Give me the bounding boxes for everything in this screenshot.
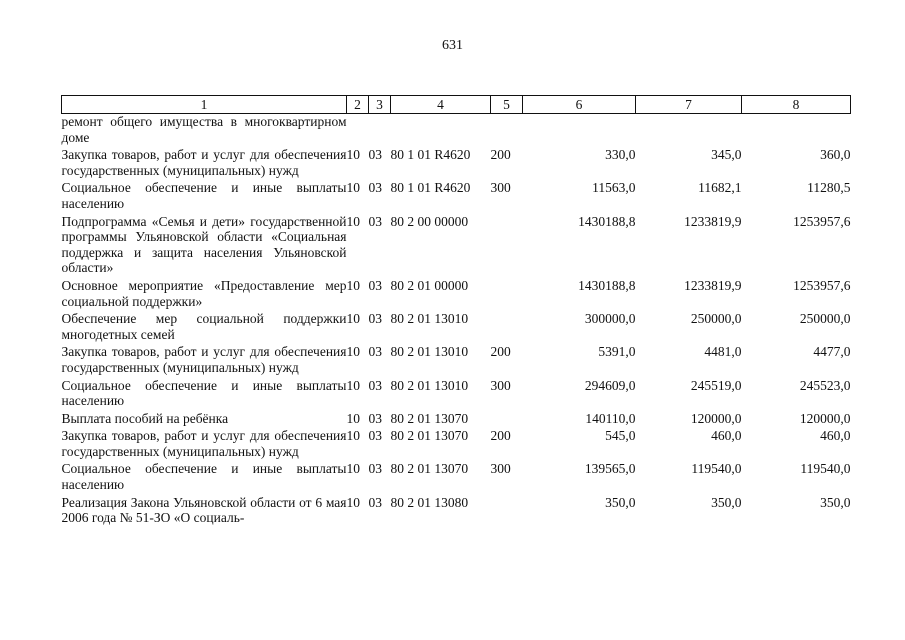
row-amount-year1: 300000,0: [584, 311, 636, 327]
row-amount-year1: 1430188,8: [578, 213, 636, 229]
row-amount-year3: 350,0: [820, 494, 851, 510]
row-subsection: 03: [368, 428, 382, 444]
budget-table: [61, 95, 851, 528]
row-section: 10: [346, 180, 360, 196]
row-target-article: 80 2 01 00000: [390, 277, 469, 293]
row-name: Основное мероприятие «Предоставление мер социальной поддержки»: [61, 277, 347, 309]
row-subsection: 03: [368, 213, 382, 229]
row-section: 10: [346, 213, 360, 229]
row-name: ремонт общего имущества в многоквартирном доме: [61, 114, 347, 145]
row-amount-year3: [742, 114, 851, 146]
row-amount-year3: 1253957,6: [793, 277, 851, 293]
row-amount-year3: 245523,0: [799, 377, 851, 393]
row-section: 10: [346, 428, 360, 444]
row-section: 10: [346, 410, 360, 426]
row-name: Закупка товаров, работ и услуг для обеспечения государственных (муниципальных) нужд: [61, 147, 347, 178]
row-expense-type: [491, 214, 523, 276]
row-name: Социальное обеспечение и иные выплаты населению: [61, 180, 347, 211]
row-amount-year3: 120000,0: [799, 410, 851, 426]
row-spacer: [62, 526, 851, 528]
row-amount-year1: 1430188,8: [578, 277, 636, 293]
row-target-article: 80 2 01 13010: [390, 344, 469, 360]
row-expense-type: 300: [490, 180, 511, 196]
row-target-article: 80 2 00 00000: [390, 213, 469, 229]
row-amount-year1: 330,0: [605, 147, 636, 163]
page-number: 631: [442, 38, 463, 53]
row-amount-year2: 1233819,9: [684, 213, 742, 229]
row-name: Закупка товаров, работ и услуг для обеспечения государственных (муниципальных) нужд: [61, 428, 347, 459]
row-section: 10: [346, 147, 360, 163]
row-target-article: 80 2 01 13010: [390, 311, 469, 327]
table-row: [62, 311, 851, 342]
row-target-article: 80 1 01 R4620: [390, 180, 471, 196]
row-expense-type: [491, 114, 523, 146]
header-col-6: 6: [523, 96, 636, 114]
row-expense-type: 200: [490, 428, 511, 444]
row-subsection: 03: [368, 377, 382, 393]
table-row: [62, 278, 851, 309]
header-col-7: 7: [636, 96, 742, 114]
row-subsection: [369, 114, 391, 146]
row-amount-year3: 4477,0: [813, 344, 851, 360]
row-expense-type: 300: [490, 461, 511, 477]
table-row: [62, 214, 851, 276]
row-amount-year2: 120000,0: [690, 410, 742, 426]
row-subsection: 03: [368, 147, 382, 163]
row-expense-type: [491, 495, 523, 526]
table-row: [62, 461, 851, 492]
header-col-8: 8: [742, 96, 851, 114]
row-section: [347, 114, 369, 146]
row-amount-year2: 250000,0: [690, 311, 742, 327]
row-amount-year3: 250000,0: [799, 311, 851, 327]
row-target-article: 80 1 01 R4620: [390, 147, 471, 163]
row-expense-type: [491, 411, 523, 427]
row-target-article: 80 2 01 13070: [390, 461, 469, 477]
row-amount-year1: 5391,0: [598, 344, 636, 360]
row-expense-type: [491, 311, 523, 342]
row-target-article: 80 2 01 13070: [390, 428, 469, 444]
table-row: [62, 378, 851, 409]
row-subsection: 03: [368, 277, 382, 293]
row-amount-year3: 119540,0: [800, 461, 851, 477]
row-amount-year3: 11280,5: [807, 180, 851, 196]
row-target-article: 80 2 01 13080: [390, 494, 469, 510]
row-amount-year2: 350,0: [711, 494, 742, 510]
row-subsection: 03: [368, 344, 382, 360]
row-section: 10: [346, 344, 360, 360]
header-col-5: 5: [491, 96, 523, 114]
row-amount-year1: 350,0: [605, 494, 636, 510]
row-section: 10: [346, 377, 360, 393]
row-spacer-cell: [62, 526, 851, 528]
row-name: Подпрограмма «Семья и дети» государственной программы Ульяновской области «Социальная поддержка и защита населения Ульяновской области»: [61, 213, 347, 276]
row-target-article: 80 2 01 13010: [390, 377, 469, 393]
row-amount-year2: 345,0: [711, 147, 742, 163]
row-amount-year3: 460,0: [820, 428, 851, 444]
row-name: Выплата пособий на ребёнка: [61, 410, 229, 426]
row-amount-year1: 140110,0: [585, 410, 636, 426]
table-row: [62, 411, 851, 427]
row-section: 10: [346, 461, 360, 477]
row-subsection: 03: [368, 410, 382, 426]
row-section: 10: [346, 311, 360, 327]
row-target-article: 80 2 01 13070: [390, 410, 469, 426]
row-section: 10: [346, 277, 360, 293]
table-row: [62, 428, 851, 459]
row-expense-type: 200: [490, 147, 511, 163]
row-amount-year1: 294609,0: [584, 377, 636, 393]
row-amount-year2: 1233819,9: [684, 277, 742, 293]
row-amount-year2: 4481,0: [704, 344, 742, 360]
table-row: [62, 344, 851, 375]
row-subsection: 03: [368, 494, 382, 510]
row-subsection: 03: [368, 180, 382, 196]
row-amount-year2: 119540,0: [691, 461, 742, 477]
row-expense-type: 300: [490, 377, 511, 393]
row-amount-year2: [636, 114, 742, 146]
row-amount-year1: 139565,0: [584, 461, 636, 477]
row-expense-type: 200: [490, 344, 511, 360]
table-row: [62, 114, 851, 146]
row-name: Обеспечение мер социальной поддержки многодетных семей: [61, 311, 347, 342]
header-col-3: 3: [369, 96, 391, 114]
header-col-1: 1: [62, 96, 347, 114]
row-amount-year1: [523, 114, 636, 146]
header-col-4: 4: [391, 96, 491, 114]
table-body: [62, 114, 851, 528]
row-amount-year2: 11682,1: [698, 180, 742, 196]
table-row: [62, 495, 851, 526]
header-col-2: 2: [347, 96, 369, 114]
row-amount-year2: 245519,0: [690, 377, 742, 393]
row-amount-year3: 1253957,6: [793, 213, 851, 229]
row-name: Закупка товаров, работ и услуг для обеспечения государственных (муниципальных) нужд: [61, 344, 347, 375]
row-name: Реализация Закона Ульяновской области от 6 мая 2006 года № 51-ЗО «О социаль-: [61, 494, 347, 526]
table-row: [62, 180, 851, 211]
row-amount-year1: 545,0: [605, 428, 636, 444]
row-amount-year2: 460,0: [711, 428, 742, 444]
row-amount-year1: 11563,0: [592, 180, 636, 196]
row-section: 10: [346, 494, 360, 510]
row-name: Социальное обеспечение и иные выплаты населению: [61, 461, 347, 493]
row-amount-year3: 360,0: [820, 147, 851, 163]
table-row: [62, 147, 851, 178]
row-subsection: 03: [368, 461, 382, 477]
table-header-row: [62, 96, 851, 114]
row-name: Социальное обеспечение и иные выплаты населению: [61, 377, 347, 409]
row-subsection: 03: [368, 311, 382, 327]
row-target-article: [391, 114, 491, 146]
row-expense-type: [491, 278, 523, 309]
